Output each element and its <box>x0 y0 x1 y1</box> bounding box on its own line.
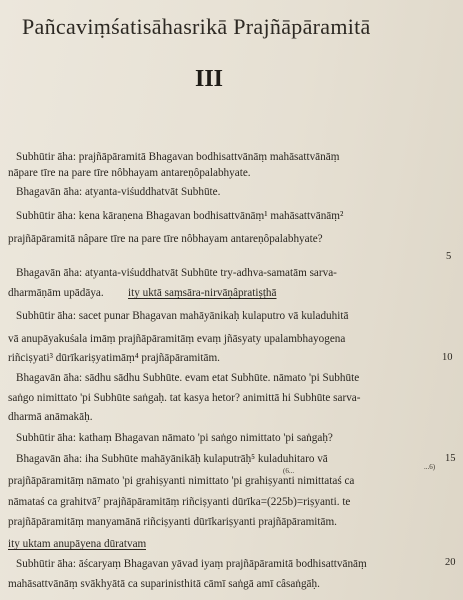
text-line: nāmataś ca grahitvā⁷ prajñāpāramitāṃ riñciṣyanti dūrīka=(225b)=riṣyanti. te <box>8 496 351 508</box>
section-heading: ity uktā saṃsāra-nirvāṇâpratiṣṭhā <box>128 287 277 299</box>
text-line: vā anupāyakuśala imāṃ prajñāpāramitāṃ evaṃ jñāsyaty upalambhayogena <box>8 333 346 345</box>
line-number: 5 <box>446 251 452 262</box>
text-line: Subhūtir āha: sacet punar Bhagavan mahāyānikaḥ kulaputro vā kuladuhitā <box>16 310 349 322</box>
text-line: mahāsattvānāṃ svākhyātā ca suparinisthitā cāmī saṅgā amī câsaṅgāḥ. <box>8 578 320 590</box>
text-line: prajñāpāramitā nâpare tīre na pare tīre nôbhayam antareṇôpalabhyate? <box>8 233 323 245</box>
text-line: Bhagavān āha: atyanta-viśuddhatvāt Subhūte try-adhva-samatām sarva- <box>16 267 337 279</box>
line-number: 15 <box>445 453 456 464</box>
text-line: Subhūtir āha: āścaryaṃ Bhagavan yāvad iyaṃ prajñāpāramitā bodhisattvānāṃ <box>16 558 367 570</box>
text-line: prajñāpāramitāṃ nāmato 'pi grahiṣyanti nimittato 'pi grahiṣyanti nimittataś ca <box>8 475 355 487</box>
text-line: nāpare tīre na pare tīre nôbhayam antareṇôpalabhyate. <box>8 167 251 179</box>
chapter-numeral: III <box>195 66 224 92</box>
text-line: dharmāṇām upādāya. <box>8 287 104 299</box>
line-number: 20 <box>445 557 456 568</box>
text-line: Subhūtir āha: prajñāpāramitā Bhagavan bodhisattvānāṃ mahāsattvānāṃ <box>16 151 340 163</box>
text-line: dharmā anāmakāḥ. <box>8 411 93 423</box>
section-heading: ity uktam anupāyena dūratvam <box>8 538 147 550</box>
page-title: Pañcaviṃśatisāhasrikā Prajñāpāramitā <box>22 14 371 39</box>
footnote-mark: ...6) <box>424 463 436 471</box>
text-line: Subhūtir āha: kena kāraṇena Bhagavan bodhisattvānāṃ¹ mahāsattvānāṃ² <box>16 210 344 222</box>
text-line: Bhagavān āha: iha Subhūte mahāyānikāḥ kulaputrāḥ⁵ kuladuhitaro vā <box>16 453 328 465</box>
line-number: 10 <box>442 352 453 363</box>
text-line: saṅgo nimittato 'pi Subhūte saṅgaḥ. tat kasya hetor? animittā hi Subhūte sarva- <box>8 392 361 404</box>
text-line: Bhagavān āha: atyanta-viśuddhatvāt Subhūte. <box>16 186 221 198</box>
footnote-mark: (6... <box>283 467 295 475</box>
text-line: Subhūtir āha: kathaṃ Bhagavan nāmato 'pi saṅgo nimittato 'pi saṅgaḥ? <box>16 432 333 444</box>
text-line: riñciṣyati³ dūrīkariṣyatimāṃ⁴ prajñāpāramitām. <box>8 352 220 364</box>
text-line: prajñāpāramitāṃ manyamānā riñciṣyanti dūrīkariṣyanti prajñāpāramitām. <box>8 516 337 528</box>
text-line: Bhagavān āha: sādhu sādhu Subhūte. evam etat Subhūte. nāmato 'pi Subhūte <box>16 372 360 384</box>
